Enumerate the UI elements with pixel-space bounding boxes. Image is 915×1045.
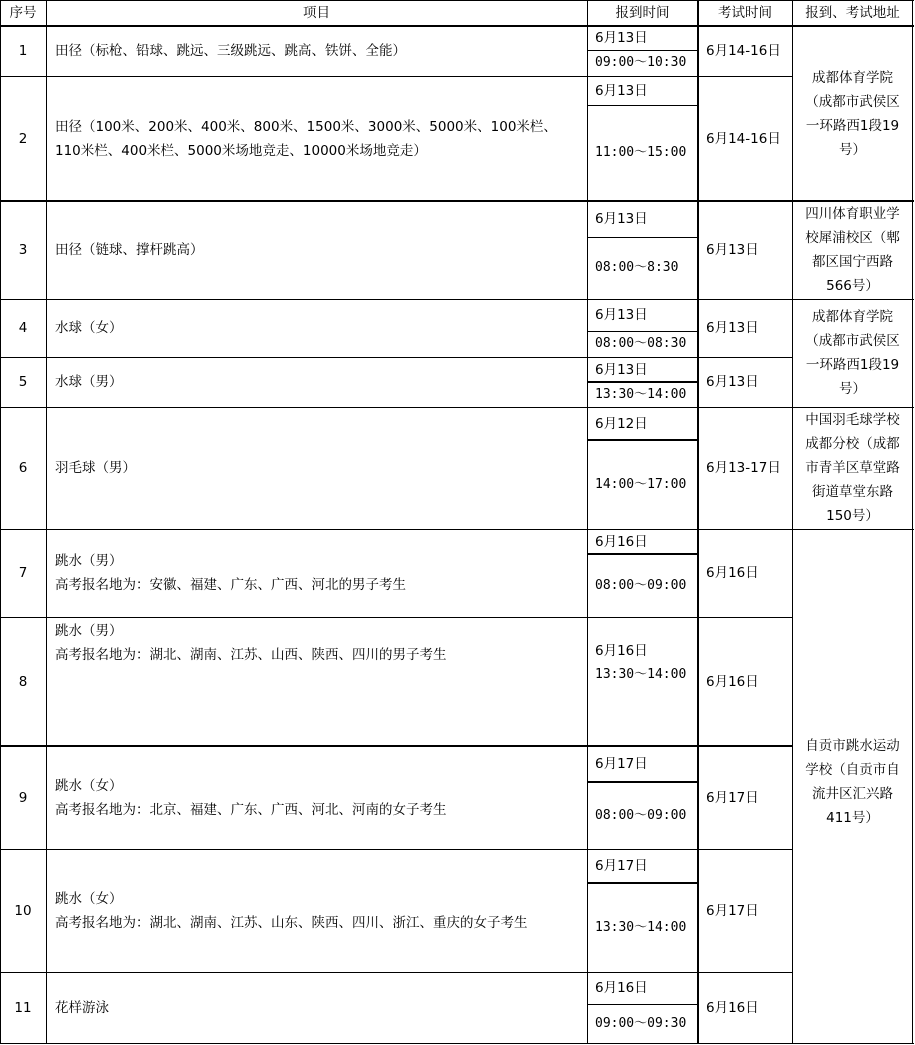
- event-cell: [46, 26, 587, 76]
- checkin-date-value: 6月13日: [595, 211, 648, 227]
- grid-line: [0, 407, 793, 408]
- grid-line: [912, 0, 913, 1044]
- row-number-value: 3: [18, 242, 28, 258]
- event-text: [55, 39, 406, 63]
- event-line: 花样游泳: [55, 999, 109, 1016]
- address-text: [805, 66, 900, 162]
- address-text: [805, 734, 900, 830]
- event-line: 水球（男）: [55, 374, 123, 390]
- grid-line: [0, 1043, 914, 1044]
- exam-time: [698, 746, 792, 849]
- grid-line: [587, 105, 699, 106]
- checkin-date: [587, 746, 698, 782]
- checkin-date-value: 6月13日: [595, 307, 648, 323]
- event-text: [55, 996, 109, 1020]
- row-number-value: 10: [14, 902, 32, 919]
- address-text: [805, 202, 900, 298]
- address-line: 都区国宁西路: [812, 254, 893, 270]
- checkin-date-value: 6月17日: [595, 858, 648, 874]
- row-number: [0, 972, 46, 1043]
- event-text: [55, 370, 123, 394]
- checkin-date: [587, 76, 698, 105]
- address-line: 校犀浦校区（郫: [805, 230, 900, 246]
- grid-line: [0, 200, 793, 202]
- row-number: [0, 357, 46, 407]
- row-number-value: 9: [18, 789, 28, 806]
- header-exam-time: [698, 0, 792, 26]
- exam-time: [698, 26, 792, 76]
- event-line: 田径（标枪、铅球、跳远、三级跳远、跳高、铁饼、全能）: [55, 43, 406, 59]
- header-exam-time-label: 考试时间: [718, 5, 772, 21]
- grid-line: [0, 299, 793, 300]
- checkin-time: [587, 782, 698, 849]
- exam-time-value: 6月17日: [706, 902, 759, 919]
- event-text: [55, 887, 528, 935]
- grid-line: [0, 617, 793, 618]
- exam-time: [698, 201, 792, 299]
- event-line: 田径（链球、撑杆跳高）: [55, 242, 204, 258]
- event-line: 水球（女）: [55, 320, 123, 336]
- address-text: [805, 305, 900, 401]
- row-number: [0, 529, 46, 617]
- grid-line: [697, 0, 699, 1044]
- grid-line: [587, 1004, 699, 1005]
- checkin-date: [587, 972, 698, 1004]
- exam-time-value: 6月14-16日: [706, 43, 781, 59]
- checkin-time: [587, 883, 698, 972]
- grid-line: [792, 529, 914, 530]
- grid-line: [0, 972, 793, 973]
- row-number: [0, 849, 46, 972]
- checkin-time-value: 08:00～08:30: [595, 336, 687, 351]
- checkin-time-value: 08:00～09:00: [595, 807, 687, 823]
- checkin-date: [587, 849, 698, 883]
- exam-time: [698, 299, 792, 357]
- grid-line: [587, 237, 699, 238]
- grid-line: [587, 439, 699, 441]
- event-text: [55, 619, 447, 667]
- address-line: 号）: [839, 381, 866, 397]
- event-cell: [46, 299, 587, 357]
- address-line: 四川体育职业学: [805, 206, 900, 222]
- grid-line: [792, 25, 914, 27]
- header-number-label: 序号: [9, 5, 37, 21]
- checkin-date: [587, 357, 698, 382]
- checkin-time: [587, 440, 698, 529]
- checkin-date-value: 6月13日: [595, 361, 648, 378]
- grid-line: [0, 849, 793, 850]
- event-cell: [46, 972, 587, 1043]
- grid-line: [0, 0, 914, 1]
- checkin-time-value: 11:00～15:00: [595, 145, 687, 160]
- event-cell: [46, 617, 587, 746]
- event-cell: [46, 529, 587, 617]
- checkin-time-value: 13:30～14:00: [595, 667, 687, 682]
- event-line: 高考报名地为：北京、福建、广东、广西、河北、河南的女子考生: [55, 801, 447, 818]
- row-number: [0, 617, 46, 746]
- grid-line: [0, 745, 793, 747]
- grid-line: [792, 407, 914, 408]
- address-line: 一环路西1段19: [805, 117, 900, 134]
- exam-time-value: 6月13日: [706, 242, 759, 258]
- exam-time: [698, 849, 792, 972]
- exam-time-value: 6月14-16日: [706, 130, 781, 147]
- grid-line: [792, 299, 914, 300]
- checkin-time-value: 14:00～17:00: [595, 476, 687, 492]
- checkin-time-value: 13:30～14:00: [595, 386, 687, 402]
- event-line: 羽毛球（男）: [55, 460, 136, 476]
- row-number: [0, 407, 46, 529]
- grid-line: [46, 0, 47, 1044]
- row-number: [0, 201, 46, 299]
- header-checkin-time: [587, 0, 698, 26]
- checkin-date: [587, 529, 698, 554]
- checkin-time: [587, 554, 698, 617]
- address-line: 成都体育学院: [812, 309, 893, 325]
- exam-time-value: 6月13-17日: [706, 460, 781, 476]
- address-line: 一环路西1段19: [805, 357, 900, 373]
- grid-line: [0, 25, 914, 27]
- row-number: [0, 76, 46, 201]
- address-line: 学校（自贡市自: [805, 762, 900, 778]
- event-line: 跳水（男）: [55, 623, 123, 639]
- address-line: 号）: [839, 141, 866, 158]
- checkin-time: [587, 1004, 698, 1043]
- checkin-date-value: 6月16日: [595, 980, 648, 996]
- row-number-value: 7: [18, 565, 28, 581]
- header-event: [46, 0, 587, 26]
- exam-time-value: 6月17日: [706, 789, 759, 806]
- checkin-date: [587, 407, 698, 440]
- address-line: 150号）: [826, 508, 879, 524]
- address-text: [805, 408, 900, 528]
- address-cell: [792, 407, 913, 529]
- event-cell: [46, 746, 587, 849]
- event-cell: [46, 849, 587, 972]
- grid-line: [587, 381, 699, 383]
- header-number: [0, 0, 46, 26]
- event-line: 跳水（男）: [55, 553, 123, 569]
- checkin-datetime: [587, 617, 698, 746]
- checkin-datetime-text: [595, 639, 686, 687]
- header-event-label: 项目: [303, 5, 330, 21]
- checkin-date-value: 6月13日: [595, 82, 648, 99]
- exam-time-value: 6月16日: [706, 673, 759, 690]
- checkin-date: [587, 201, 698, 237]
- header-address-label: 报到、考试地址: [805, 5, 900, 21]
- grid-line: [587, 553, 699, 555]
- address-line: 自贡市跳水运动: [805, 738, 900, 754]
- row-number-value: 8: [18, 673, 28, 690]
- event-line: 田径（100米、200米、400米、800米、1500米、3000米、5000米、100米栏、: [55, 118, 557, 135]
- grid-line: [587, 0, 588, 1044]
- address-line: 街道草堂东路: [812, 484, 893, 500]
- event-line: 高考报名地为：湖北、湖南、江苏、山东、陕西、四川、浙江、重庆的女子考生: [55, 914, 528, 931]
- checkin-date: [587, 26, 698, 50]
- address-line: （成都市武侯区: [805, 333, 900, 349]
- event-cell: [46, 201, 587, 299]
- exam-time: [698, 357, 792, 407]
- grid-line: [587, 781, 699, 783]
- grid-line: [587, 882, 699, 884]
- exam-time-value: 6月16日: [706, 565, 759, 581]
- checkin-time: [587, 237, 698, 299]
- event-line: 高考报名地为：湖北、湖南、江苏、山西、陕西、四川的男子考生: [55, 647, 447, 663]
- address-line: 市青羊区草堂路: [805, 460, 900, 476]
- header-checkin-time-label: 报到时间: [615, 5, 670, 21]
- checkin-time-value: 09:00～09:30: [595, 1015, 687, 1031]
- grid-line: [792, 0, 793, 1044]
- event-cell: [46, 357, 587, 407]
- event-text: [55, 456, 136, 480]
- address-line: 411号）: [826, 810, 879, 826]
- row-number-value: 11: [14, 999, 32, 1016]
- grid-line: [587, 50, 699, 51]
- event-line: 跳水（女）: [55, 890, 123, 907]
- checkin-date-value: 6月12日: [595, 415, 648, 432]
- event-text: [55, 549, 406, 597]
- checkin-date-value: 6月16日: [595, 533, 648, 550]
- exam-time-value: 6月13日: [706, 374, 759, 390]
- address-line: 成都分校（成都: [805, 436, 900, 452]
- checkin-time: [587, 382, 698, 407]
- event-line: 110米栏、400米栏、5000米场地竞走、10000米场地竞走）: [55, 142, 427, 159]
- row-number-value: 2: [18, 130, 28, 147]
- grid-line: [0, 529, 793, 530]
- exam-time-value: 6月13日: [706, 320, 759, 336]
- exam-time: [698, 617, 792, 746]
- checkin-date-value: 6月16日: [595, 643, 648, 659]
- grid-line: [587, 331, 699, 332]
- event-text: [55, 115, 557, 163]
- exam-time: [698, 529, 792, 617]
- event-cell: [46, 76, 587, 201]
- address-line: （成都市武侯区: [805, 93, 900, 110]
- exam-time-value: 6月16日: [706, 999, 759, 1016]
- grid-line: [0, 76, 793, 77]
- checkin-time: [587, 50, 698, 76]
- event-text: [55, 238, 204, 262]
- row-number-value: 1: [18, 43, 28, 59]
- address-cell: [792, 26, 913, 201]
- address-cell: [792, 201, 913, 299]
- grid-line: [0, 357, 793, 358]
- row-number-value: 5: [18, 374, 28, 390]
- checkin-date: [587, 299, 698, 331]
- row-number: [0, 299, 46, 357]
- exam-time: [698, 76, 792, 201]
- event-text: [55, 316, 123, 340]
- row-number: [0, 746, 46, 849]
- event-cell: [46, 407, 587, 529]
- grid-line: [0, 0, 1, 1044]
- checkin-time-value: 08:00～8:30: [595, 260, 679, 275]
- event-line: 高考报名地为：安徽、福建、广东、广西、河北的男子考生: [55, 577, 406, 593]
- checkin-date-value: 6月13日: [595, 30, 648, 46]
- checkin-date-value: 6月17日: [595, 756, 648, 772]
- row-number-value: 6: [18, 460, 28, 476]
- event-line: 跳水（女）: [55, 777, 123, 794]
- row-number-value: 4: [18, 320, 28, 336]
- address-cell: [792, 299, 913, 407]
- address-line: 成都体育学院: [812, 69, 893, 86]
- address-line: 中国羽毛球学校: [805, 412, 900, 428]
- exam-time: [698, 407, 792, 529]
- header-address: [792, 0, 913, 26]
- address-line: 流井区汇兴路: [812, 786, 893, 802]
- checkin-time-value: 09:00～10:30: [595, 55, 687, 70]
- event-text: [55, 774, 447, 822]
- address-cell: [792, 529, 913, 1043]
- checkin-time-value: 08:00～09:00: [595, 577, 687, 593]
- checkin-time: [587, 331, 698, 357]
- row-number: [0, 26, 46, 76]
- grid-line: [792, 200, 914, 202]
- address-line: 566号）: [826, 278, 879, 294]
- exam-time: [698, 972, 792, 1043]
- checkin-time-value: 13:30～14:00: [595, 919, 687, 935]
- checkin-time: [587, 105, 698, 201]
